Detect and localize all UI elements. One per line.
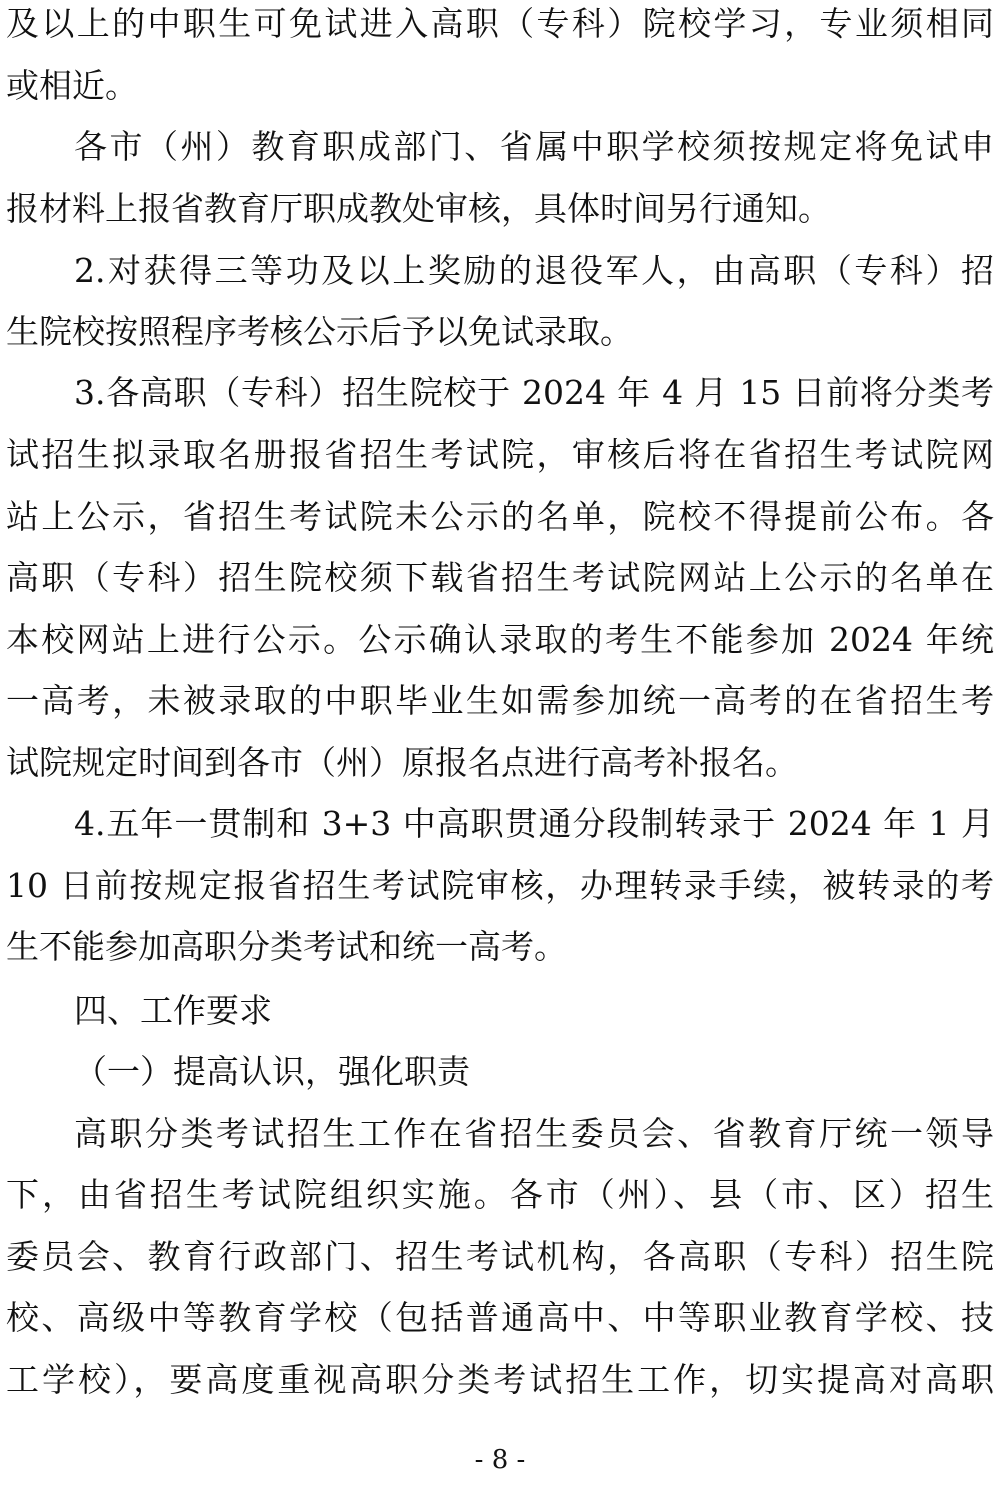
body-text-line: 2.对获得三等功及以上奖励的退役军人，由高职（专科）招	[74, 251, 994, 290]
subsection-heading: （一）提高认识，强化职责	[74, 1052, 470, 1091]
body-text-line: 或相近。	[6, 66, 138, 105]
body-text-line: 试招生拟录取名册报省招生考试院，审核后将在省招生考试院网	[6, 435, 994, 474]
body-text-line: 生院校按照程序考核公示后予以免试录取。	[6, 312, 633, 351]
body-text-line: 校、高级中等教育学校（包括普通高中、中等职业教育学校、技	[6, 1298, 994, 1337]
body-text-line: 本校网站上进行公示。公示确认录取的考生不能参加 2024 年统	[6, 620, 994, 659]
body-text-line: 高职分类考试招生工作在省招生委员会、省教育厅统一领导	[74, 1114, 994, 1153]
body-text-line: 下，由省招生考试院组织实施。各市（州）、县（市、区）招生	[6, 1175, 994, 1214]
body-text-line: 委员会、教育行政部门、招生考试机构，各高职（专科）招生院	[6, 1237, 994, 1276]
body-text-line: 生不能参加高职分类考试和统一高考。	[6, 927, 567, 966]
body-text-line: 及以上的中职生可免试进入高职（专科）院校学习，专业须相同	[6, 4, 994, 43]
body-text-line: 各市（州）教育职成部门、省属中职学校须按规定将免试申	[74, 127, 994, 166]
body-text-line: 高职（专科）招生院校须下载省招生考试院网站上公示的名单在	[6, 558, 994, 597]
body-text-line: 站上公示，省招生考试院未公示的名单，院校不得提前公布。各	[6, 497, 994, 536]
section-heading: 四、工作要求	[74, 991, 272, 1030]
body-text-line: 试院规定时间到各市（州）原报名点进行高考补报名。	[6, 743, 798, 782]
body-text-line: 10 日前按规定报省招生考试院审核，办理转录手续，被转录的考	[6, 866, 994, 905]
body-text-line: 4.五年一贯制和 3+3 中高职贯通分段制转录于 2024 年 1 月	[74, 804, 994, 843]
body-text-line: 报材料上报省教育厅职成教处审核，具体时间另行通知。	[6, 189, 831, 228]
body-text-line: 工学校），要高度重视高职分类考试招生工作，切实提高对高职	[6, 1360, 994, 1399]
body-text-line: 一高考，未被录取的中职毕业生如需参加统一高考的在省招生考	[6, 681, 994, 720]
body-text-line: 3.各高职（专科）招生院校于 2024 年 4 月 15 日前将分类考	[74, 373, 994, 412]
page-number: - 8 -	[474, 1445, 526, 1475]
